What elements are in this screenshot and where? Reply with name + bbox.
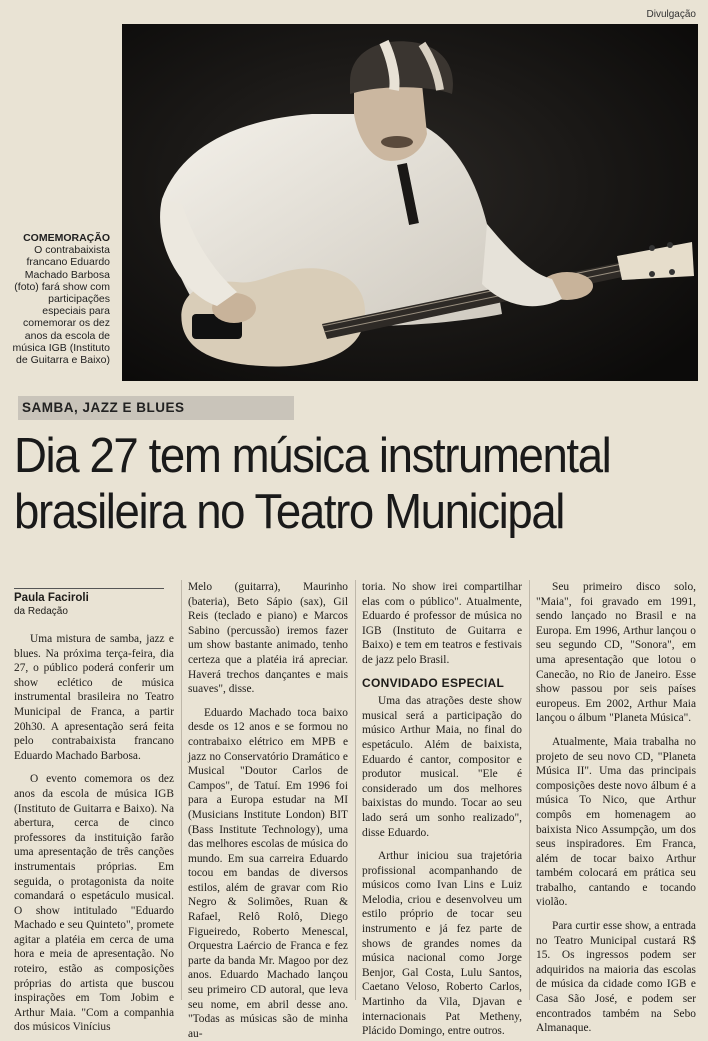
bass-player-illustration <box>122 24 698 381</box>
paragraph: Seu primeiro disco solo, "Maia", foi gravado em 1991, sendo lançado no Brasil e na Europa. Em 1996, Arthur lançou o seu segundo CD, "Sonora", em uma apresentação que lotou o Canecão, no Rio de Janeiro. Esse show passou por seis países europeus. Em 2002, Arthur Maia lançou o álbum "Planeta Música". <box>536 581 696 725</box>
paragraph: toria. No show irei compartilhar elas com o público". Atualmente, Eduardo é professor de música no IGB (Instituto de Guitarra e Baixo) e tem em teatros e festivais de jazz pelo Brasil. <box>362 581 522 666</box>
photo-credit: Divulgação <box>646 9 696 20</box>
caption-text: O contrabaixista francano Eduardo Machado Barbosa (foto) fará show com participações especiais para comemorar os dez anos da escola de música IGB (Instituto de Guitarra e Baixo) <box>12 244 110 367</box>
paragraph: Melo (guitarra), Maurinho (bateria), Beto Sápio (sax), Gil Reis (teclado e piano) e Marcos Sabino (percussão) iremos fazer um show bastante animado, tenho certeza que a platéia irá apreciar. Haverá trechos dançantes e mais suaves", disse. <box>188 581 348 696</box>
headline-line-1: Dia 27 tem música instrumental <box>14 429 611 483</box>
masthead-strip <box>0 0 708 26</box>
column-divider <box>181 580 182 1000</box>
caption-heading: COMEMORAÇÃO <box>23 232 110 244</box>
column-divider <box>355 580 356 1000</box>
subheading: CONVIDADO ESPECIAL <box>362 675 505 690</box>
byline <box>14 588 164 617</box>
paragraph: Atualmente, Maia trabalha no projeto de seu novo CD, "Planeta Música II". Uma das principais composições deste novo álbum é a música To Nico, que Arthur compôs em homenagem ao baixista Nico Assumpção, um dos seus inspiradores. Em Franca, além de tocar baixo Arthur também colocará em prática seu trabalho, cantando e tocando violão. <box>536 735 696 909</box>
paragraph: O evento comemora os dez anos da escola de música IGB (Instituto de Guitarra e Baixo). Na abertura, cerca de cinco professores da instituição farão uma apresentação de três canções instrumentais próprias. Em seguida, o protagonista da noite comandará o espetáculo musical. O show intitulado "Eduardo Machado e seu Quinteto", promete agitar a platéia em cerca de uma hora e meia de apresentação. No roteiro, estão as composições próprias do artista que buscou inspirações em Tom Jobim e Arthur Maia. "Com a companhia dos músicos Vinícius <box>14 773 174 1034</box>
column-divider <box>529 580 530 1000</box>
paragraph: Uma das atrações deste show musical será a participação do músico Arthur Maia, no final do espetáculo. Além de baixista, Eduardo é cantor, compositor e produtor musical. "Ele é considerado um dos melhores baixistas do mundo. Tocar ao seu lado será um sonho realizado", disse Eduardo. <box>362 695 522 839</box>
paragraph: Arthur iniciou sua trajetória profissional acompanhando de músicos como Ivan Lins e Luiz Melodia, criou e desenvolveu um estilo próprio de tocar seu instrumento e já fez parte de shows de grandes nomes da música nacional como Jorge Benjor, Gal Costa, Lulu Santos, Caetano Veloso, Roberto Carlos, Martinho da Vila, Djavan e internacionais Pat Metheny, Plácido Domingo, entre outros. <box>362 850 522 1038</box>
article-column-3 <box>362 580 522 1038</box>
article-column-1 <box>14 632 174 1034</box>
article-headline <box>14 428 650 540</box>
author-department: da Redação <box>14 606 68 617</box>
article-column-2 <box>188 580 348 1040</box>
paragraph: Eduardo Machado toca baixo desde os 12 anos e se formou no contrabaixo elétrico em MPB e jazz no Conservatório Dramático e Musical "Doutor Carlos de Campos", de Tatuí. Em 1996 foi para a Europa estudar na MI (Musicians Institute London) BIT (Bass Institute Technology), uma das melhores escolas de música do mundo. Em sua carreira Eduardo tocou em bandas de diversos estilos, além de gravar com Rio Negro & Solimões, Ruan & Rafael, Relô Rolô, Diego Figueiredo, Roberto Menescal, Orquestra Laércio de Franca e fez parte da banda Mr. Magoo por dez anos. Eduardo Machado lançou seu primeiro CD autoral, que leva seu nome, em abril desse ano. "Todas as músicas são de minha au- <box>188 706 348 1040</box>
article-column-4 <box>536 580 696 1035</box>
photo-caption <box>10 232 110 366</box>
section-kicker <box>18 396 294 420</box>
musician-photo <box>122 24 698 381</box>
kicker-label: SAMBA, JAZZ E BLUES <box>22 400 185 415</box>
paragraph: Uma mistura de samba, jazz e blues. Na próxima terça-feira, dia 27, o público poderá conferir um show eclético de música instrumental brasileira no Teatro Municipal de Franca, a partir 20h30. A apresentação será feita pelo contrabaixista francano Eduardo Machado Barbosa. <box>14 633 174 762</box>
headline-line-2: brasileira no Teatro Municipal <box>14 485 565 539</box>
masthead-bleed-text <box>30 0 49 37</box>
paragraph: Para curtir esse show, a entrada no Teatro Municipal custará R$ 15. Os ingressos podem ser adquiridos na maioria das escolas de música da cidade como IGB e Casa São José, e podem ser encontrados também na Sebo Almanaque. <box>536 920 696 1035</box>
author-name: Paula Faciroli <box>14 588 164 604</box>
